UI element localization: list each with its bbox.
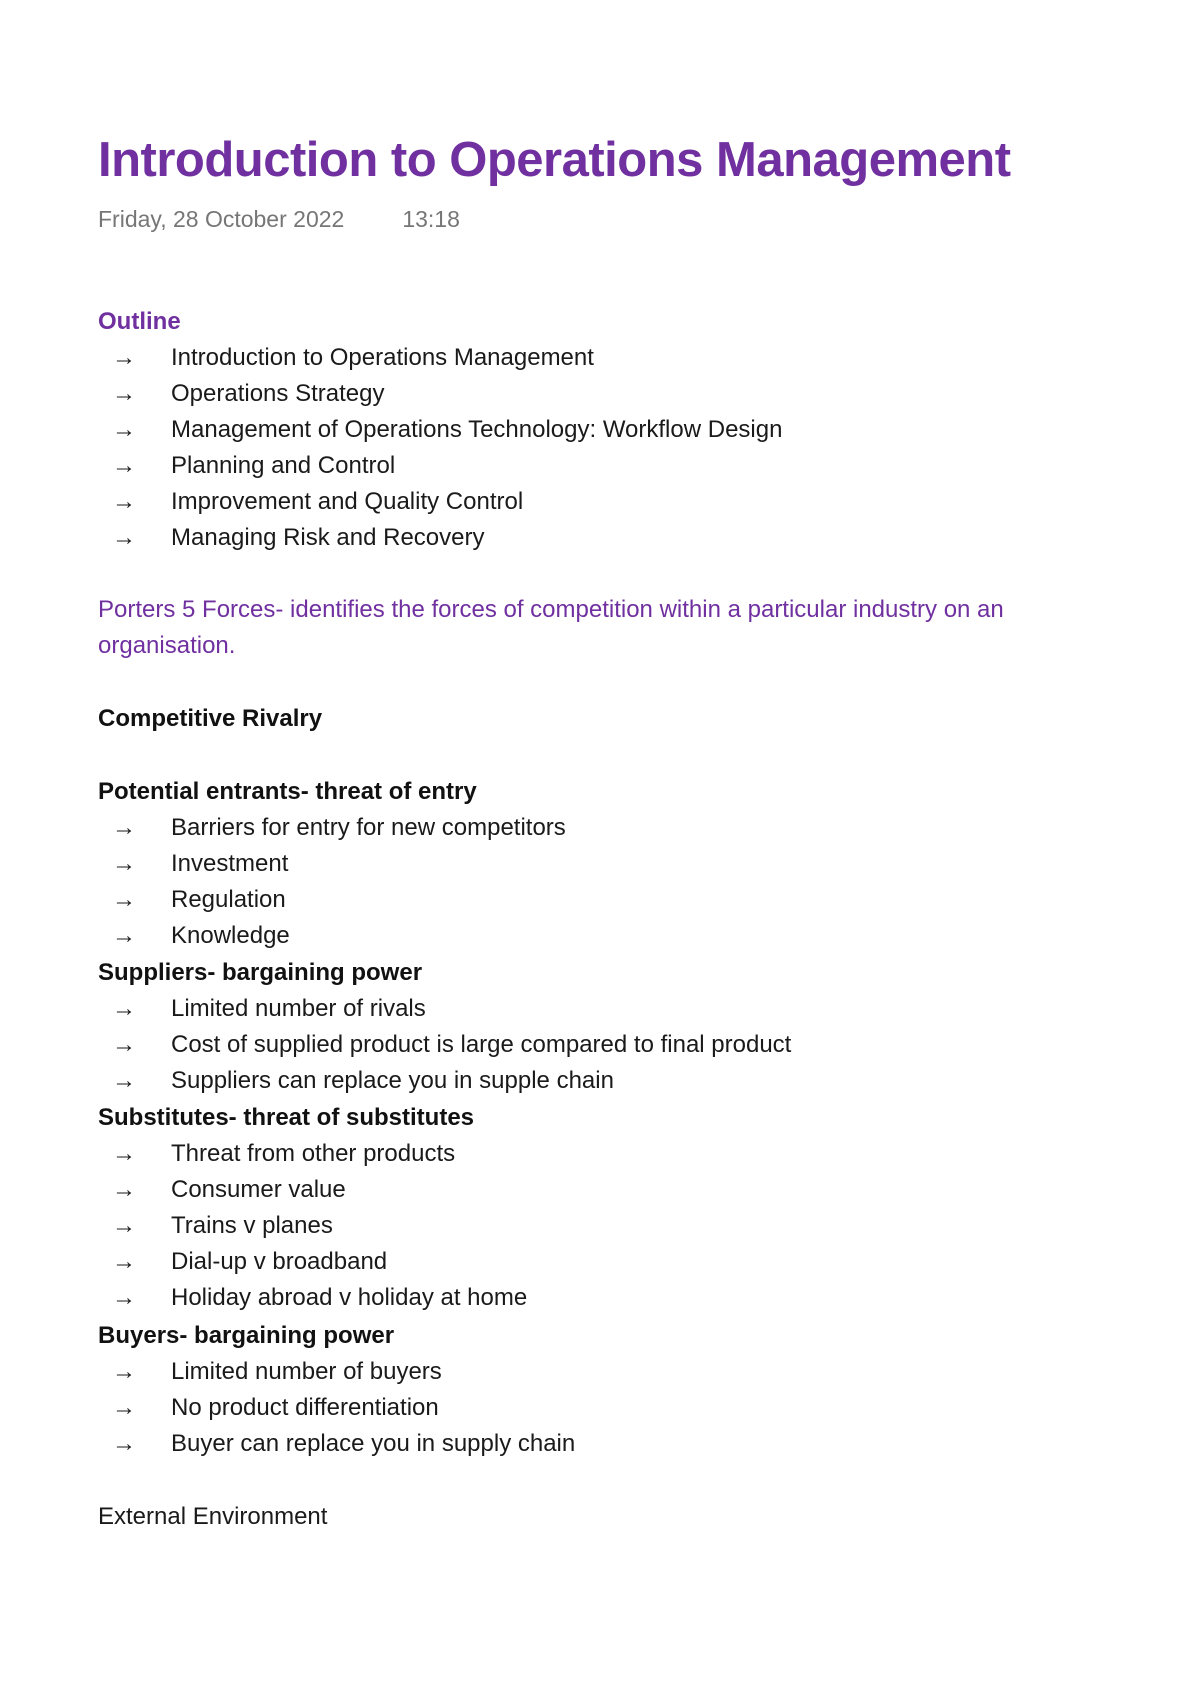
list-item-text: Limited number of buyers — [171, 1358, 442, 1385]
list-item-text: Operations Strategy — [171, 380, 385, 407]
page-meta — [98, 206, 460, 233]
potential-entrants-list — [98, 810, 566, 954]
list-item-text: Cost of supplied product is large compared to final product — [171, 1031, 792, 1058]
list-item-text: Improvement and Quality Control — [171, 488, 524, 515]
buyers-section — [98, 1318, 575, 1462]
list-item — [98, 1063, 791, 1099]
outline-list — [98, 340, 782, 556]
external-environment-section — [98, 1499, 327, 1535]
arrow-bullet-icon: → — [112, 380, 136, 407]
porters-line-1: Porters 5 Forces- identifies the forces of competition within a particular industry on an — [98, 596, 1004, 623]
list-item-text: Investment — [171, 850, 289, 877]
list-item — [98, 484, 782, 520]
buyers-heading: Buyers- bargaining power — [98, 1322, 395, 1349]
list-item-text: Dial-up v broadband — [171, 1248, 388, 1275]
list-item — [98, 1172, 527, 1208]
list-item — [98, 1027, 791, 1063]
porters-paragraph — [98, 592, 1148, 664]
suppliers-heading: Suppliers- bargaining power — [98, 959, 423, 986]
page-title: Introduction to Operations Management — [98, 133, 1011, 187]
arrow-bullet-icon: → — [112, 524, 136, 551]
list-item — [98, 448, 782, 484]
list-item — [98, 1390, 575, 1426]
suppliers-section — [98, 955, 791, 1099]
arrow-bullet-icon: → — [112, 850, 136, 877]
list-item-text: Trains v planes — [171, 1212, 333, 1239]
arrow-bullet-icon: → — [112, 1394, 136, 1421]
list-item — [98, 1244, 527, 1280]
list-item-text: Planning and Control — [171, 452, 396, 479]
competitive-rivalry-section — [98, 701, 322, 737]
outline-heading: Outline — [98, 308, 181, 335]
list-item — [98, 1208, 527, 1244]
porters-line-2: organisation. — [98, 632, 236, 659]
arrow-bullet-icon: → — [112, 1212, 136, 1239]
buyers-list — [98, 1354, 575, 1462]
list-item-text: Holiday abroad v holiday at home — [171, 1284, 528, 1311]
arrow-bullet-icon: → — [112, 995, 136, 1022]
arrow-bullet-icon: → — [112, 344, 136, 371]
list-item-text: Limited number of rivals — [171, 995, 426, 1022]
list-item — [98, 340, 782, 376]
arrow-bullet-icon: → — [112, 488, 136, 515]
suppliers-list — [98, 991, 791, 1099]
list-item — [98, 412, 782, 448]
arrow-bullet-icon: → — [112, 1284, 136, 1311]
list-item-text: No product differentiation — [171, 1394, 439, 1421]
arrow-bullet-icon: → — [112, 922, 136, 949]
list-item — [98, 1354, 575, 1390]
page-date: Friday, 28 October 2022 — [98, 206, 345, 232]
list-item-text: Buyer can replace you in supply chain — [171, 1430, 576, 1457]
list-item — [98, 918, 566, 954]
arrow-bullet-icon: → — [112, 1031, 136, 1058]
list-item — [98, 1136, 527, 1172]
cutoff-text-fragment — [98, 1572, 598, 1586]
list-item — [98, 1280, 527, 1316]
arrow-bullet-icon: → — [112, 452, 136, 479]
potential-entrants-heading: Potential entrants- threat of entry — [98, 778, 477, 805]
potential-entrants-section — [98, 774, 566, 954]
list-item-text: Managing Risk and Recovery — [171, 524, 485, 551]
list-item-text: Suppliers can replace you in supple chain — [171, 1067, 614, 1094]
list-item — [98, 810, 566, 846]
list-item — [98, 520, 782, 556]
list-item-text: Threat from other products — [171, 1140, 456, 1167]
list-item-text: Knowledge — [171, 922, 290, 949]
competitive-rivalry-heading: Competitive Rivalry — [98, 705, 323, 732]
arrow-bullet-icon: → — [112, 1067, 136, 1094]
list-item — [98, 846, 566, 882]
arrow-bullet-icon: → — [112, 1140, 136, 1167]
list-item-text: Introduction to Operations Management — [171, 344, 594, 371]
substitutes-heading: Substitutes- threat of substitutes — [98, 1104, 475, 1131]
arrow-bullet-icon: → — [112, 1358, 136, 1385]
list-item-text: Barriers for entry for new competitors — [171, 814, 566, 841]
list-item — [98, 376, 782, 412]
list-item-text: Management of Operations Technology: Workflow Design — [171, 416, 783, 443]
list-item — [98, 882, 566, 918]
substitutes-section — [98, 1100, 527, 1316]
external-environment-heading: External Environment — [98, 1503, 328, 1530]
list-item — [98, 1426, 575, 1462]
list-item-text: Consumer value — [171, 1176, 346, 1203]
page-time: 13:18 — [402, 206, 460, 232]
arrow-bullet-icon: → — [112, 814, 136, 841]
substitutes-list — [98, 1136, 527, 1316]
arrow-bullet-icon: → — [112, 416, 136, 443]
list-item — [98, 991, 791, 1027]
outline-section — [98, 304, 782, 556]
arrow-bullet-icon: → — [112, 1176, 136, 1203]
arrow-bullet-icon: → — [112, 1248, 136, 1275]
arrow-bullet-icon: → — [112, 1430, 136, 1457]
list-item-text: Regulation — [171, 886, 286, 913]
arrow-bullet-icon: → — [112, 886, 136, 913]
cutoff-text-decoration — [98, 1572, 598, 1586]
